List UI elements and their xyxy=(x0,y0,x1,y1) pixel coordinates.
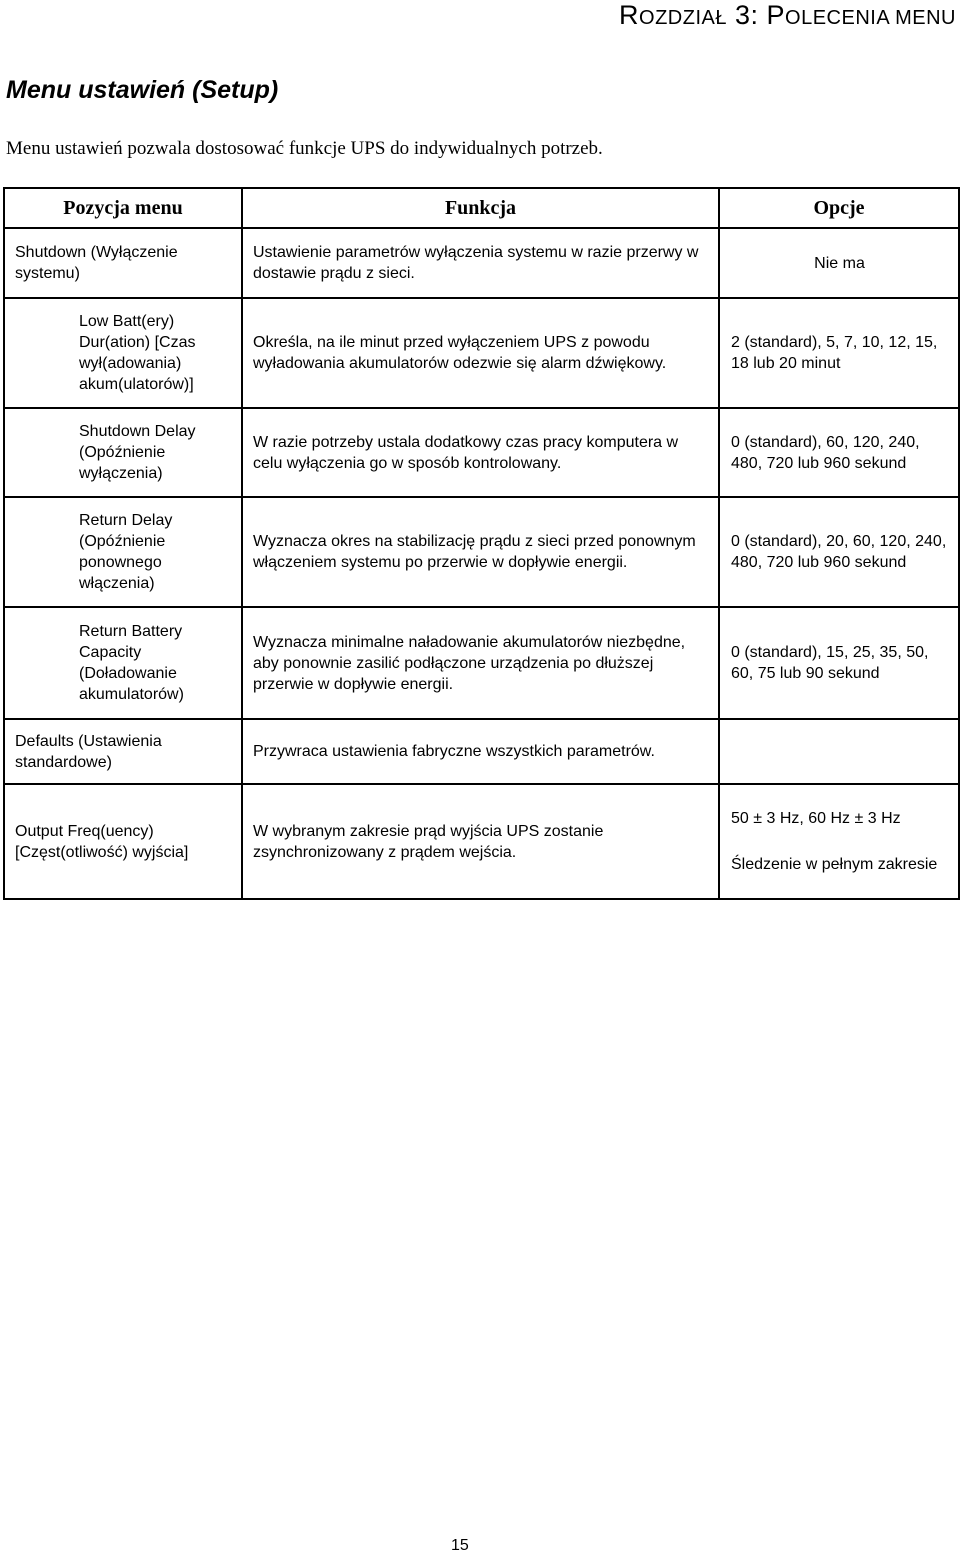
menu-item-options: 0 (standard), 15, 25, 35, 50, 60, 75 lub 90 sekund xyxy=(719,607,959,719)
menu-item-options: 0 (standard), 60, 120, 240, 480, 720 lub 960 sekund xyxy=(719,408,959,497)
menu-item-name: Defaults (Ustawienia standardowe) xyxy=(4,719,242,784)
menu-item-function: Przywraca ustawienia fabryczne wszystkich parametrów. xyxy=(242,719,719,784)
menu-item-options xyxy=(719,719,959,784)
menu-item-function: Ustawienie parametrów wyłączenia systemu w razie przerwy w dostawie prądu z sieci. xyxy=(242,228,719,298)
table-row xyxy=(4,228,959,298)
menu-item-name: Output Freq(uency) [Częst(otliwość) wyjścia] xyxy=(4,784,242,899)
table-row xyxy=(4,784,959,899)
menu-item-function: Wyznacza minimalne naładowanie akumulatorów niezbędne, aby ponownie zasilić podłączone urządzenia po dłuższej przerwie w dopływie energii. xyxy=(242,607,719,719)
menu-item-options: 2 (standard), 5, 7, 10, 12, 15, 18 lub 20 minut xyxy=(719,298,959,408)
table-row xyxy=(4,497,959,607)
menu-item-name: Return Delay (Opóźnienie ponownego włączenia) xyxy=(4,497,242,607)
menu-item-function: W razie potrzeby ustala dodatkowy czas pracy komputera w celu wyłączenia go w sposób kontrolowany. xyxy=(242,408,719,497)
menu-item-options: Nie ma xyxy=(719,228,959,298)
column-header-function: Funkcja xyxy=(242,188,719,228)
section-title: Menu ustawień (Setup) xyxy=(6,76,279,104)
menu-item-name: Shutdown (Wyłączenie systemu) xyxy=(4,228,242,298)
menu-item-name: Return Battery Capacity (Doładowanie akumulatorów) xyxy=(4,607,242,719)
chapter-header: ROZDZIAŁ 3: POLECENIA MENU xyxy=(619,0,956,30)
table-row xyxy=(4,719,959,784)
menu-item-function: Wyznacza okres na stabilizację prądu z sieci przed ponownym włączeniem systemu po przerwie w dopływie energii. xyxy=(242,497,719,607)
setup-menu-table xyxy=(3,187,960,900)
menu-item-options: 0 (standard), 20, 60, 120, 240, 480, 720 lub 960 sekund xyxy=(719,497,959,607)
menu-item-name: Low Batt(ery) Dur(ation) [Czas wył(adowania) akum(ulatorów)] xyxy=(4,298,242,408)
menu-item-function: Określa, na ile minut przed wyłączeniem UPS z powodu wyładowania akumulatorów odezwie się alarm dźwiękowy. xyxy=(242,298,719,408)
column-header-menu-item: Pozycja menu xyxy=(4,188,242,228)
page-number: 15 xyxy=(451,1537,469,1554)
full-tracking-option: Śledzenie w pełnym zakresie xyxy=(731,856,938,873)
column-header-options: Opcje xyxy=(719,188,959,228)
table-row xyxy=(4,408,959,497)
frequency-range-option: 50 ± 3 Hz, 60 Hz ± 3 Hz xyxy=(731,810,901,827)
table-row xyxy=(4,298,959,408)
menu-item-name: Shutdown Delay (Opóźnienie wyłączenia) xyxy=(4,408,242,497)
intro-paragraph: Menu ustawień pozwala dostosować funkcje UPS do indywidualnych potrzeb. xyxy=(6,138,603,159)
table-row xyxy=(4,607,959,719)
menu-item-function: W wybranym zakresie prąd wyjścia UPS zostanie zsynchronizowany z prądem wejścia. xyxy=(242,784,719,899)
options-spacer xyxy=(731,829,948,854)
menu-item-options xyxy=(719,784,959,899)
table-header-row xyxy=(4,188,959,228)
